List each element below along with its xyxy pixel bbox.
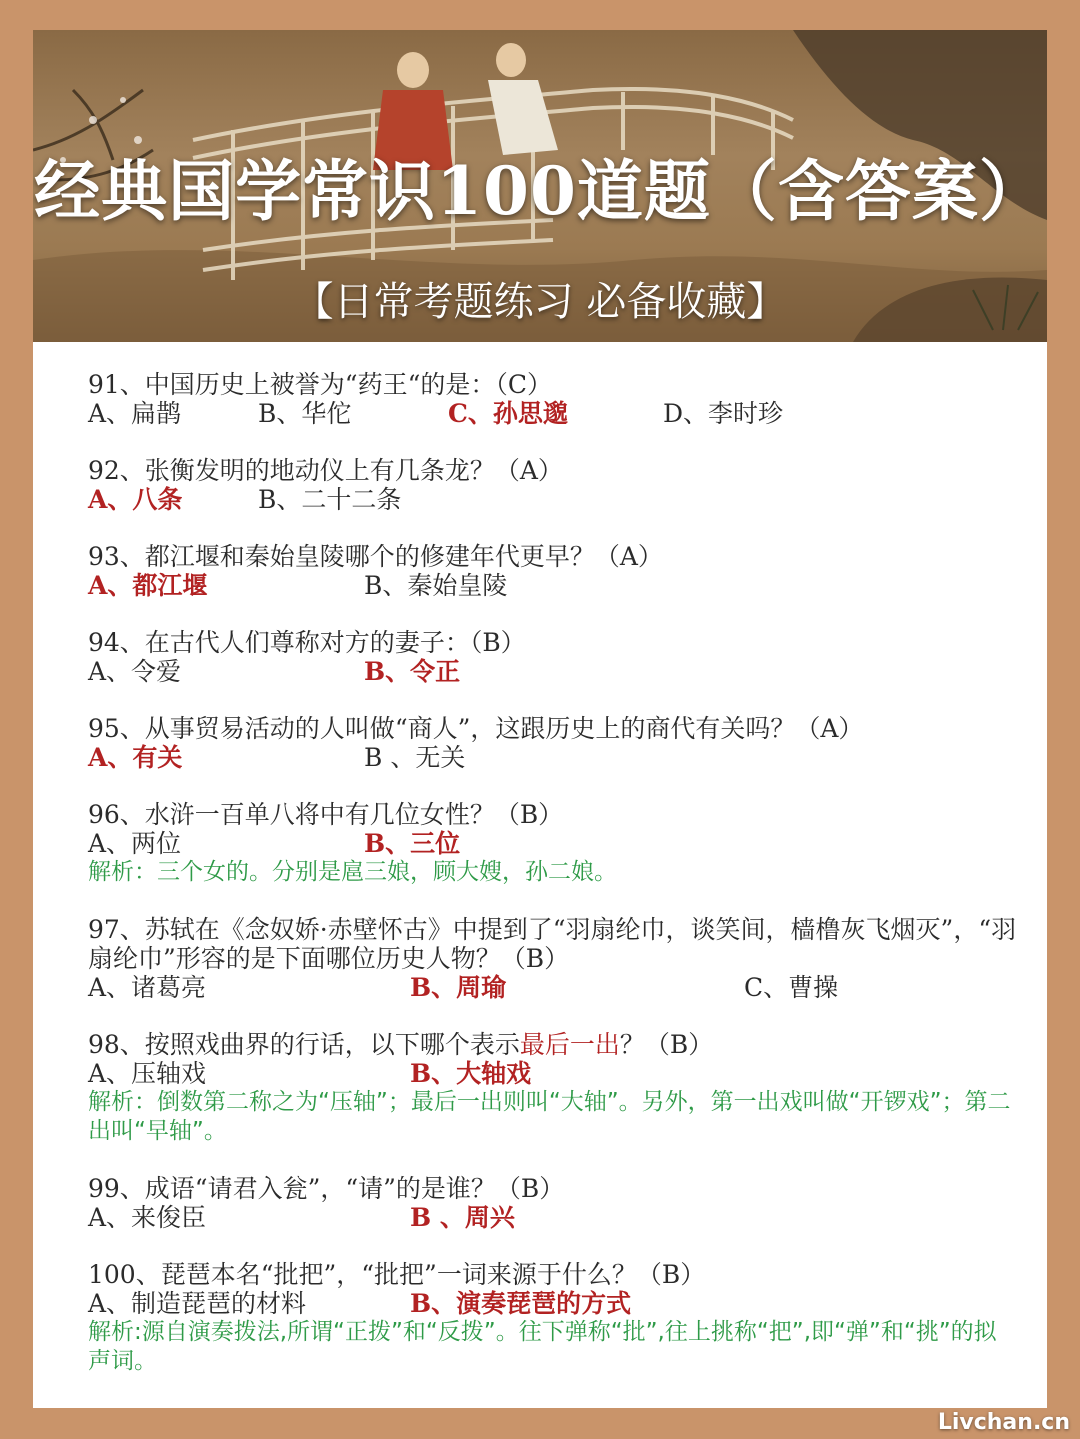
question-text: 94、在古代人们尊称对方的妻子：（B）: [88, 628, 526, 657]
question-item: [88, 370, 1018, 428]
options-row: [88, 829, 1018, 858]
question-item: [88, 915, 1018, 1002]
watermark: Livchan.cn: [937, 1410, 1070, 1435]
option-a: A、来俊臣: [88, 1203, 207, 1232]
question-text-pre: 98、按照戏曲界的行话，以下哪个表示: [88, 1030, 520, 1059]
question-text: 92、张衡发明的地动仪上有几条龙？（A）: [88, 456, 563, 485]
question-item: [88, 1174, 1018, 1232]
option-b-answer: B、三位: [364, 829, 461, 858]
option-a-answer: A、都江堰: [88, 571, 208, 600]
option-a: A、扁鹊: [88, 399, 182, 428]
option-a: A、令爱: [88, 657, 182, 686]
option-b: B、华佗: [258, 399, 352, 428]
explanation-note: 解析:源自演奏拨法,所谓“正拨”和“反拨”。往下弹称“批”,往上挑称“把”,即“弹”和“挑”的拟声词。: [88, 1319, 997, 1374]
question-text-post: ？（B）: [619, 1030, 714, 1059]
option-b-answer: B 、周兴: [410, 1203, 515, 1232]
question-item: [88, 1030, 1018, 1146]
options-row: [88, 571, 1018, 600]
page-title: 经典国学常识100道题（含答案）: [34, 152, 1046, 230]
question-item: [88, 628, 1018, 686]
question-item: [88, 1260, 1018, 1376]
question-highlight: 最后一出: [519, 1030, 620, 1059]
question-list: [88, 370, 1018, 1404]
explanation-note: 解析：三个女的。分别是扈三娘，顾大嫂，孙二娘。: [88, 859, 617, 885]
page-subtitle: 【日常考题练习 必备收藏】: [293, 279, 787, 325]
option-b: B 、无关: [364, 743, 466, 772]
question-text: [88, 1030, 1018, 1059]
option-a-answer: A、八条: [88, 485, 183, 514]
option-b-answer: B、周瑜: [410, 973, 507, 1002]
option-b: B、秦始皇陵: [364, 571, 508, 600]
question-text: 96、水浒一百单八将中有几位女性？（B）: [88, 800, 564, 829]
options-row: [88, 1289, 1018, 1318]
option-c-answer: C、孙思邈: [448, 399, 568, 428]
options-row: [88, 657, 1018, 686]
question-card: [33, 342, 1047, 1408]
question-text: 99、成语“请君入瓮”，“请”的是谁？（B）: [88, 1174, 565, 1203]
options-row: [88, 399, 1018, 428]
option-b-answer: B、大轴戏: [410, 1059, 532, 1088]
option-a: A、压轴戏: [88, 1059, 207, 1088]
question-text: 95、从事贸易活动的人叫做“商人”，这跟历史上的商代有关吗？（A）: [88, 714, 864, 743]
header-banner: [33, 30, 1047, 342]
question-text: 97、苏轼在《念奴娇·赤壁怀古》中提到了“羽扇纶巾，谈笑间，樯橹灰飞烟灭”，“羽扇纶巾”形容的是下面哪位历史人物？（B）: [88, 915, 1017, 973]
options-row: [88, 485, 1018, 514]
question-item: [88, 800, 1018, 887]
option-a-answer: A、有关: [88, 743, 183, 772]
options-row: [88, 973, 1018, 1002]
explanation-note: 解析：倒数第二称之为“压轴”；最后一出则叫“大轴”。另外，第一出戏叫做“开锣戏”；第二出叫“早轴”。: [88, 1089, 1011, 1144]
question-text: 93、都江堰和秦始皇陵哪个的修建年代更早？（A）: [88, 542, 663, 571]
question-text: 100、琵琶本名“批把”，“批把”一词来源于什么？（B）: [88, 1260, 706, 1289]
option-a: A、两位: [88, 829, 182, 858]
option-c: C、曹操: [744, 973, 839, 1002]
options-row: [88, 1059, 1018, 1088]
option-a: A、制造琵琶的材料: [88, 1289, 307, 1318]
option-b: B、二十二条: [258, 485, 402, 514]
question-item: [88, 456, 1018, 514]
option-d: D、李时珍: [663, 399, 784, 428]
question-item: [88, 542, 1018, 600]
options-row: [88, 1203, 1018, 1232]
option-b-answer: B、演奏琵琶的方式: [410, 1289, 632, 1318]
option-b-answer: B、令正: [364, 657, 461, 686]
option-a: A、诸葛亮: [88, 973, 207, 1002]
options-row: [88, 743, 1018, 772]
question-item: [88, 714, 1018, 772]
question-text: 91、中国历史上被誉为“药王“的是：（C）: [88, 370, 553, 399]
